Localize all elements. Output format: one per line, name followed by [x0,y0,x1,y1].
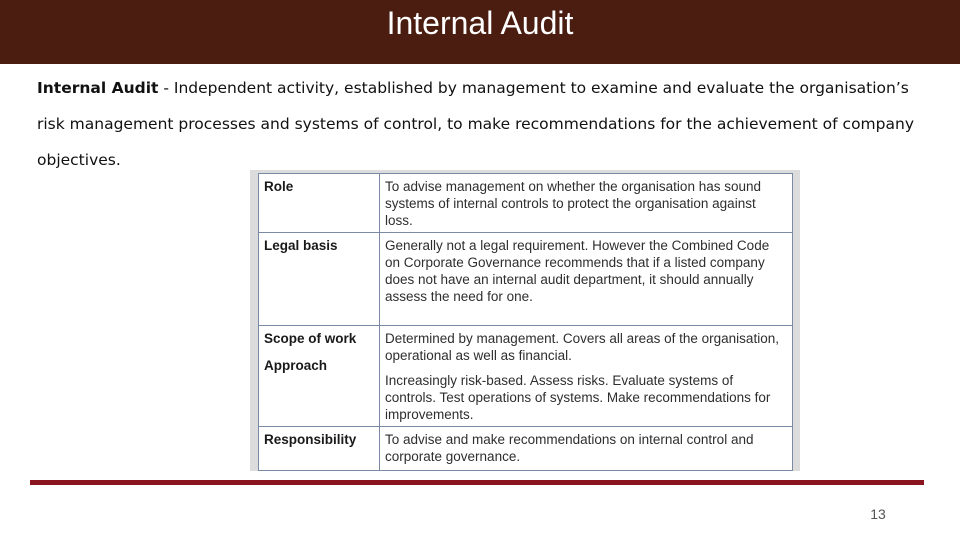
title-bar [0,0,960,64]
internal-audit-table-image [250,170,800,471]
definition-separator: - [158,79,174,97]
internal-audit-table [258,173,793,471]
row-text: Generally not a legal requirement. However the Combined Code on Corporate Governance recommends that if a listed company does not have an internal audit department, it should annually assess the need for one. [380,233,793,326]
row-label: Role [259,174,380,233]
table-row [259,427,793,471]
slide-title: Internal Audit [386,5,574,41]
row-text: To advise and make recommendations on internal control and corporate governance. [380,427,793,471]
table-row [259,174,793,233]
bottom-divider [30,480,924,485]
definition-paragraph [37,70,937,178]
table-row [259,326,793,427]
row-text: Determined by management. Covers all areas of the organisation, operational as well as financial. [385,331,779,363]
page-number: 13 [870,506,886,522]
definition-text: Independent activity, established by management to examine and evaluate the organisation’s risk management processes and systems of control, to make recommendations for the achievement of company objectives. [37,79,914,169]
row-label-group [259,326,380,427]
row-text-group [380,326,793,427]
table-row [259,233,793,326]
row-label: Scope of work [264,331,357,346]
row-text: To advise management on whether the organisation has sound systems of internal controls to protect the organisation against loss. [380,174,793,233]
row-label: Legal basis [259,233,380,326]
row-label: Approach [264,358,328,373]
row-label: Responsibility [259,427,380,471]
definition-term: Internal Audit [37,79,159,97]
row-text: Increasingly risk-based. Assess risks. Evaluate systems of controls. Test operations of systems. Make recommendations for improvements. [385,373,771,422]
